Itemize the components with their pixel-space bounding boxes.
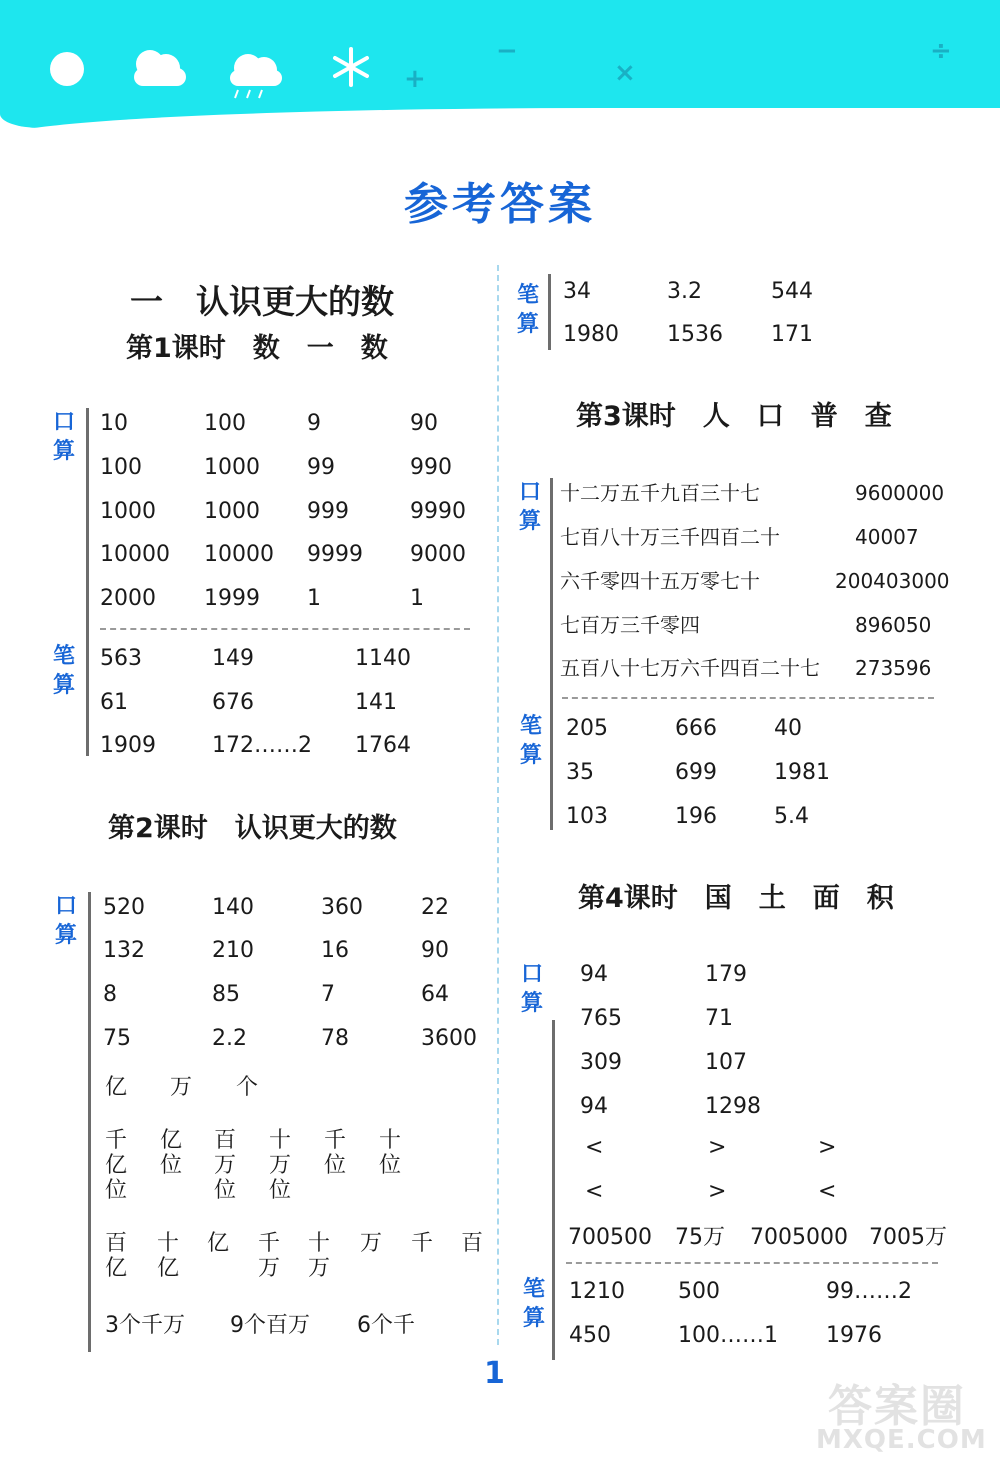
place-b7: 千 bbox=[411, 1231, 434, 1256]
l1-oral-r1c2: 100 bbox=[204, 411, 246, 436]
place-b3: 亿 bbox=[207, 1231, 230, 1256]
place-b8: 百 bbox=[461, 1231, 484, 1256]
l3-written-r3c1: 103 bbox=[566, 804, 608, 829]
l1-oral-r4c4: 9000 bbox=[410, 542, 466, 567]
l2-oral-r3c3: 7 bbox=[321, 982, 335, 1007]
l2-written-r1c3: 544 bbox=[771, 279, 813, 304]
l1-oral-r3c2: 1000 bbox=[204, 499, 260, 524]
cloud-sun-icon bbox=[128, 46, 192, 90]
l1-written-r3c2: 172……2 bbox=[212, 733, 312, 758]
place-b5: 十 万 bbox=[308, 1231, 331, 1281]
section-bar bbox=[550, 478, 553, 830]
place-b6: 万 bbox=[360, 1231, 383, 1256]
lesson1-title: 第1课时 数 一 数 bbox=[126, 333, 388, 364]
l4-compare-r1c3: > bbox=[818, 1135, 837, 1160]
l3-oral-r2c2: 40007 bbox=[855, 525, 919, 549]
l1-oral-r4c1: 10000 bbox=[100, 542, 170, 567]
l2-oral-r2c4: 90 bbox=[421, 938, 449, 963]
oral-label-text: 口 算 bbox=[52, 410, 75, 464]
l4-written-r2c3: 1976 bbox=[826, 1323, 882, 1348]
oral-label bbox=[516, 478, 544, 536]
l3-written-r2c3: 1981 bbox=[774, 760, 830, 785]
l1-oral-r1c3: 9 bbox=[307, 411, 321, 436]
l4-number-2: 75万 bbox=[675, 1225, 725, 1250]
l2-written-r1c1: 34 bbox=[563, 279, 591, 304]
l1-oral-r1c1: 10 bbox=[100, 411, 128, 436]
oral-label bbox=[50, 408, 78, 466]
written-label-text: 笔 算 bbox=[52, 644, 75, 698]
place-a6: 十 位 bbox=[379, 1128, 402, 1178]
l3-written-r1c3: 40 bbox=[774, 716, 802, 741]
l1-oral-r5c2: 1999 bbox=[204, 586, 260, 611]
l1-written-r3c3: 1764 bbox=[355, 733, 411, 758]
written-label bbox=[50, 642, 78, 700]
l1-oral-r5c1: 2000 bbox=[100, 586, 156, 611]
l4-oral-r2c1: 765 bbox=[580, 1006, 622, 1031]
written-label bbox=[517, 712, 545, 770]
l4-written-r1c2: 500 bbox=[678, 1279, 720, 1304]
l3-written-r2c1: 35 bbox=[566, 760, 594, 785]
column-divider bbox=[497, 265, 499, 1345]
oral-label-text: 口 算 bbox=[54, 894, 77, 948]
l4-compare-r1c2: > bbox=[708, 1135, 727, 1160]
l1-oral-r4c2: 10000 bbox=[204, 542, 274, 567]
l2-oral-r4c2: 2.2 bbox=[212, 1026, 247, 1051]
l3-written-r1c1: 205 bbox=[566, 716, 608, 741]
count-1: 3个千万 bbox=[105, 1313, 185, 1338]
l4-oral-r1c2: 179 bbox=[705, 962, 747, 987]
place-a4: 十 万 位 bbox=[269, 1128, 292, 1203]
l4-oral-r3c1: 309 bbox=[580, 1050, 622, 1075]
section-bar bbox=[88, 892, 91, 1352]
l1-oral-r2c3: 99 bbox=[307, 455, 335, 480]
plus-icon: + bbox=[404, 64, 426, 94]
place-a5: 千 位 bbox=[324, 1128, 347, 1178]
l4-oral-r4c2: 1298 bbox=[705, 1094, 761, 1119]
l4-compare-r2c1: < bbox=[585, 1179, 604, 1204]
l2-oral-r4c4: 3600 bbox=[421, 1026, 477, 1051]
l1-oral-r3c4: 9990 bbox=[410, 499, 466, 524]
section-bar bbox=[86, 408, 89, 756]
l1-written-r1c3: 1140 bbox=[355, 646, 411, 671]
dashed-separator bbox=[566, 1262, 938, 1264]
page-title: 参考答案 bbox=[404, 179, 596, 230]
written-label bbox=[520, 1275, 548, 1333]
oral-label bbox=[518, 960, 546, 1018]
place-a2: 亿 位 bbox=[160, 1128, 183, 1178]
l3-written-r2c2: 699 bbox=[675, 760, 717, 785]
l1-oral-r2c1: 100 bbox=[100, 455, 142, 480]
l3-oral-r2c1: 七百八十万三千四百二十 bbox=[560, 525, 780, 549]
l2-written-r2c3: 171 bbox=[771, 322, 813, 347]
l1-written-r2c2: 676 bbox=[212, 690, 254, 715]
l1-oral-r3c3: 999 bbox=[307, 499, 349, 524]
chapter-heading: 一 认识更大的数 bbox=[130, 282, 394, 321]
page-number: 1 bbox=[484, 1356, 505, 1391]
l3-oral-r3c2: 200403000 bbox=[835, 569, 950, 593]
written-label-text: 笔 算 bbox=[519, 714, 542, 768]
l1-written-r2c1: 61 bbox=[100, 690, 128, 715]
watermark-url: MXQE.COM bbox=[816, 1425, 987, 1455]
l4-written-r2c2: 100……1 bbox=[678, 1323, 778, 1348]
oral-label-text: 口 算 bbox=[518, 480, 541, 534]
minus-icon: − bbox=[496, 36, 518, 66]
l4-oral-r3c2: 107 bbox=[705, 1050, 747, 1075]
lesson3-title: 第3课时 人 口 普 查 bbox=[576, 401, 892, 432]
l2-oral-r2c1: 132 bbox=[103, 938, 145, 963]
section-bar bbox=[552, 1020, 555, 1360]
l2-written-r2c1: 1980 bbox=[563, 322, 619, 347]
l2-oral-r3c4: 64 bbox=[421, 982, 449, 1007]
unit-wan: 万 bbox=[170, 1075, 193, 1100]
rain-cloud-icon bbox=[224, 50, 286, 100]
l4-written-r2c1: 450 bbox=[569, 1323, 611, 1348]
l2-oral-r4c3: 78 bbox=[321, 1026, 349, 1051]
times-icon: × bbox=[614, 58, 636, 88]
snowflake-icon bbox=[330, 46, 372, 88]
place-b1: 百 亿 bbox=[105, 1231, 128, 1281]
l1-oral-r5c4: 1 bbox=[410, 586, 424, 611]
l1-written-r1c2: 149 bbox=[212, 646, 254, 671]
oral-label-text: 口 算 bbox=[520, 962, 543, 1016]
unit-yi: 亿 bbox=[105, 1075, 128, 1100]
l2-oral-r1c1: 520 bbox=[103, 895, 145, 920]
l1-oral-r4c3: 9999 bbox=[307, 542, 363, 567]
l1-oral-r1c4: 90 bbox=[410, 411, 438, 436]
dashed-separator bbox=[100, 628, 470, 630]
l1-written-r3c1: 1909 bbox=[100, 733, 156, 758]
l3-oral-r5c1: 五百八十七万六千四百二十七 bbox=[560, 656, 820, 680]
l3-written-r3c3: 5.4 bbox=[774, 804, 809, 829]
count-2: 9个百万 bbox=[230, 1313, 310, 1338]
l4-compare-r1c1: < bbox=[585, 1135, 604, 1160]
divide-icon: ÷ bbox=[930, 36, 952, 66]
l3-oral-r5c2: 273596 bbox=[855, 656, 932, 680]
place-b4: 千 万 bbox=[258, 1231, 281, 1281]
l2-oral-r1c3: 360 bbox=[321, 895, 363, 920]
l2-written-r1c2: 3.2 bbox=[667, 279, 702, 304]
written-label-text: 笔 算 bbox=[522, 1277, 545, 1331]
l4-compare-r2c3: < bbox=[818, 1179, 837, 1204]
l4-compare-r2c2: > bbox=[708, 1179, 727, 1204]
l1-written-r2c3: 141 bbox=[355, 690, 397, 715]
l1-oral-r2c4: 990 bbox=[410, 455, 452, 480]
l1-oral-r3c1: 1000 bbox=[100, 499, 156, 524]
l1-written-r1c1: 563 bbox=[100, 646, 142, 671]
unit-ge: 个 bbox=[236, 1075, 259, 1100]
l2-oral-r1c4: 22 bbox=[421, 895, 449, 920]
l3-oral-r1c1: 十二万五千九百三十七 bbox=[560, 481, 760, 505]
l4-oral-r2c2: 71 bbox=[705, 1006, 733, 1031]
l2-oral-r1c2: 140 bbox=[212, 895, 254, 920]
l3-written-r1c2: 666 bbox=[675, 716, 717, 741]
l2-oral-r3c2: 85 bbox=[212, 982, 240, 1007]
l3-oral-r1c2: 9600000 bbox=[855, 481, 945, 505]
l4-written-r1c1: 1210 bbox=[569, 1279, 625, 1304]
place-b2: 十 亿 bbox=[157, 1231, 180, 1281]
l4-oral-r4c1: 94 bbox=[580, 1094, 608, 1119]
l2-oral-r2c3: 16 bbox=[321, 938, 349, 963]
l4-number-4: 7005万 bbox=[869, 1225, 947, 1250]
oral-label bbox=[52, 892, 80, 950]
l4-written-r1c3: 99……2 bbox=[826, 1279, 912, 1304]
sun-icon bbox=[50, 52, 84, 86]
written-label-text: 笔 算 bbox=[516, 283, 539, 337]
l2-oral-r2c2: 210 bbox=[212, 938, 254, 963]
place-a3: 百 万 位 bbox=[214, 1128, 237, 1203]
section-bar bbox=[548, 274, 551, 350]
watermark-logo: 答案圈 bbox=[828, 1381, 966, 1432]
place-a1: 千 亿 位 bbox=[105, 1128, 128, 1203]
l4-oral-r1c1: 94 bbox=[580, 962, 608, 987]
l3-oral-r4c2: 896050 bbox=[855, 613, 932, 637]
l1-oral-r2c2: 1000 bbox=[204, 455, 260, 480]
l4-number-1: 700500 bbox=[568, 1225, 652, 1250]
l3-oral-r3c1: 六千零四十五万零七十 bbox=[560, 569, 760, 593]
dashed-separator bbox=[562, 697, 934, 699]
l4-number-3: 7005000 bbox=[750, 1225, 848, 1250]
l2-oral-r3c1: 8 bbox=[103, 982, 117, 1007]
lesson4-title: 第4课时 国 土 面 积 bbox=[578, 883, 894, 914]
count-3: 6个千 bbox=[357, 1313, 415, 1338]
written-label bbox=[514, 281, 542, 339]
l2-oral-r4c1: 75 bbox=[103, 1026, 131, 1051]
lesson2-title: 第2课时 认识更大的数 bbox=[108, 813, 397, 844]
l2-written-r2c2: 1536 bbox=[667, 322, 723, 347]
banner-wave bbox=[0, 108, 1000, 138]
l3-oral-r4c1: 七百万三千零四 bbox=[560, 613, 700, 637]
l3-written-r3c2: 196 bbox=[675, 804, 717, 829]
l1-oral-r5c3: 1 bbox=[307, 586, 321, 611]
